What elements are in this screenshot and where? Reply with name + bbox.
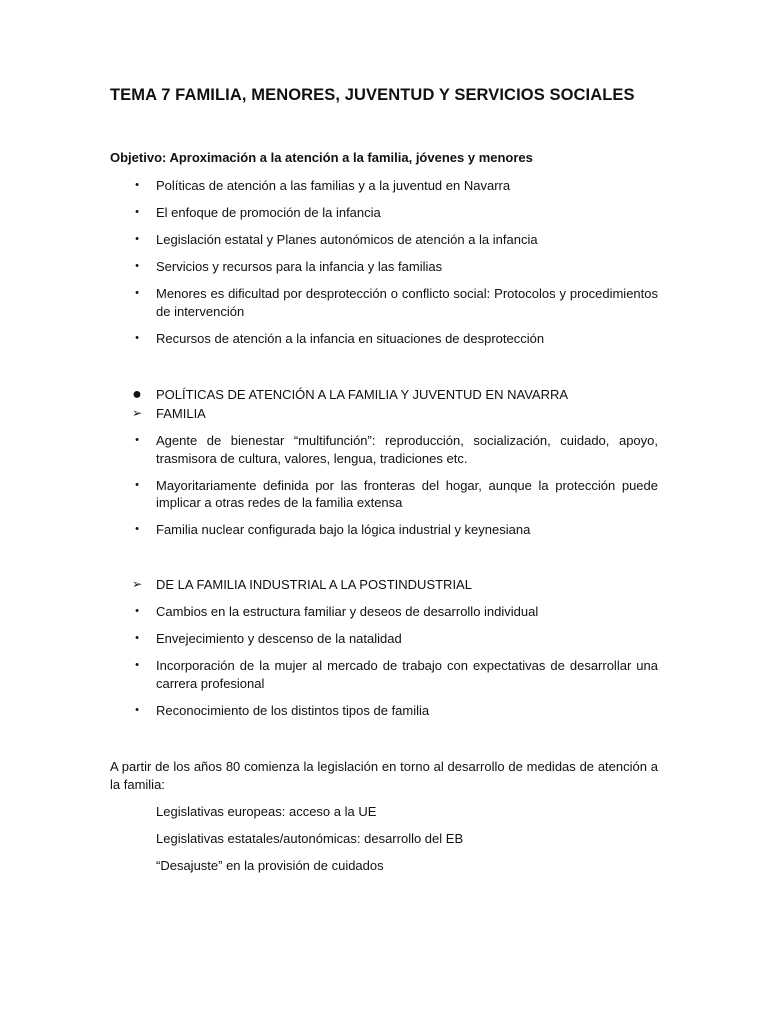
arrow-bullet-icon: ➢ <box>131 577 143 591</box>
measures-list <box>156 803 463 884</box>
transition-heading: ➢ DE LA FAMILIA INDUSTRIAL A LA POSTINDUSTRIAL <box>131 577 472 592</box>
list-item: • Reconocimiento de los distintos tipos de familia <box>110 702 658 720</box>
list-item: • Legislación estatal y Planes autonómicos de atención a la infancia <box>110 231 658 249</box>
list-item: Legislativas europeas: acceso a la UE <box>156 804 377 819</box>
bullet-icon: • <box>135 434 139 446</box>
bullet-icon: • <box>135 206 139 218</box>
list-item: • El enfoque de promoción de la infancia <box>110 204 658 222</box>
bullet-icon: • <box>135 659 139 671</box>
list-item: • Envejecimiento y descenso de la natalidad <box>110 630 658 648</box>
bullet-icon: • <box>135 287 139 299</box>
bullet-icon: • <box>135 260 139 272</box>
list-item: • Servicios y recursos para la infancia y las familias <box>110 258 658 276</box>
family-heading: ➢ FAMILIA <box>131 405 206 421</box>
family-list <box>110 432 658 548</box>
list-item: • Incorporación de la mujer al mercado de trabajo con expectativas de desarrollar una carrera profesional <box>110 657 658 692</box>
objective-list <box>110 177 658 357</box>
list-item: • Cambios en la estructura familiar y deseos de desarrollo individual <box>110 603 658 621</box>
list-item: • Menores es dificultad por desprotección o conflicto social: Protocolos y procedimientos de intervención <box>110 285 658 320</box>
bullet-icon: • <box>135 632 139 644</box>
bullet-icon: • <box>135 703 139 716</box>
bullet-icon: • <box>135 523 139 535</box>
section-heading: ● POLÍTICAS DE ATENCIÓN A LA FAMILIA Y JUVENTUD EN NAVARRA <box>132 386 569 403</box>
list-item: • Políticas de atención a las familias y a la juventud en Navarra <box>110 177 658 195</box>
list-item: • Agente de bienestar “multifunción”: reproducción, socialización, cuidado, apoyo, trasmisora de cultura, valores, lengua, tradiciones etc. <box>110 432 658 467</box>
list-item: Legislativas estatales/autonómicas: desarrollo del EB <box>156 831 464 846</box>
objective-heading: Objetivo: Aproximación a la atención a la familia, jóvenes y menores <box>110 150 533 165</box>
bullet-icon: • <box>135 331 139 344</box>
arrow-bullet-icon: ➢ <box>131 405 143 420</box>
document-title: TEMA 7 FAMILIA, MENORES, JUVENTUD Y SERVICIOS SOCIALES <box>110 86 635 104</box>
list-item: • Recursos de atención a la infancia en situaciones de desprotección <box>110 330 658 348</box>
bullet-icon: ● <box>132 386 142 403</box>
body-paragraph: A partir de los años 80 comienza la legislación en torno al desarrollo de medidas de atención a la familia: <box>110 759 658 792</box>
bullet-icon: • <box>135 179 139 191</box>
list-item: “Desajuste” en la provisión de cuidados <box>156 858 384 873</box>
bullet-icon: • <box>135 233 139 245</box>
bullet-icon: • <box>135 605 139 617</box>
transition-list <box>110 576 658 729</box>
section-headings <box>110 386 658 432</box>
list-item: • Familia nuclear configurada bajo la lógica industrial y keynesiana <box>110 521 658 539</box>
bullet-icon: • <box>135 478 139 491</box>
list-item: • Mayoritariamente definida por las fronteras del hogar, aunque la protección puede implicar a otras redes de la familia extensa <box>110 477 658 512</box>
